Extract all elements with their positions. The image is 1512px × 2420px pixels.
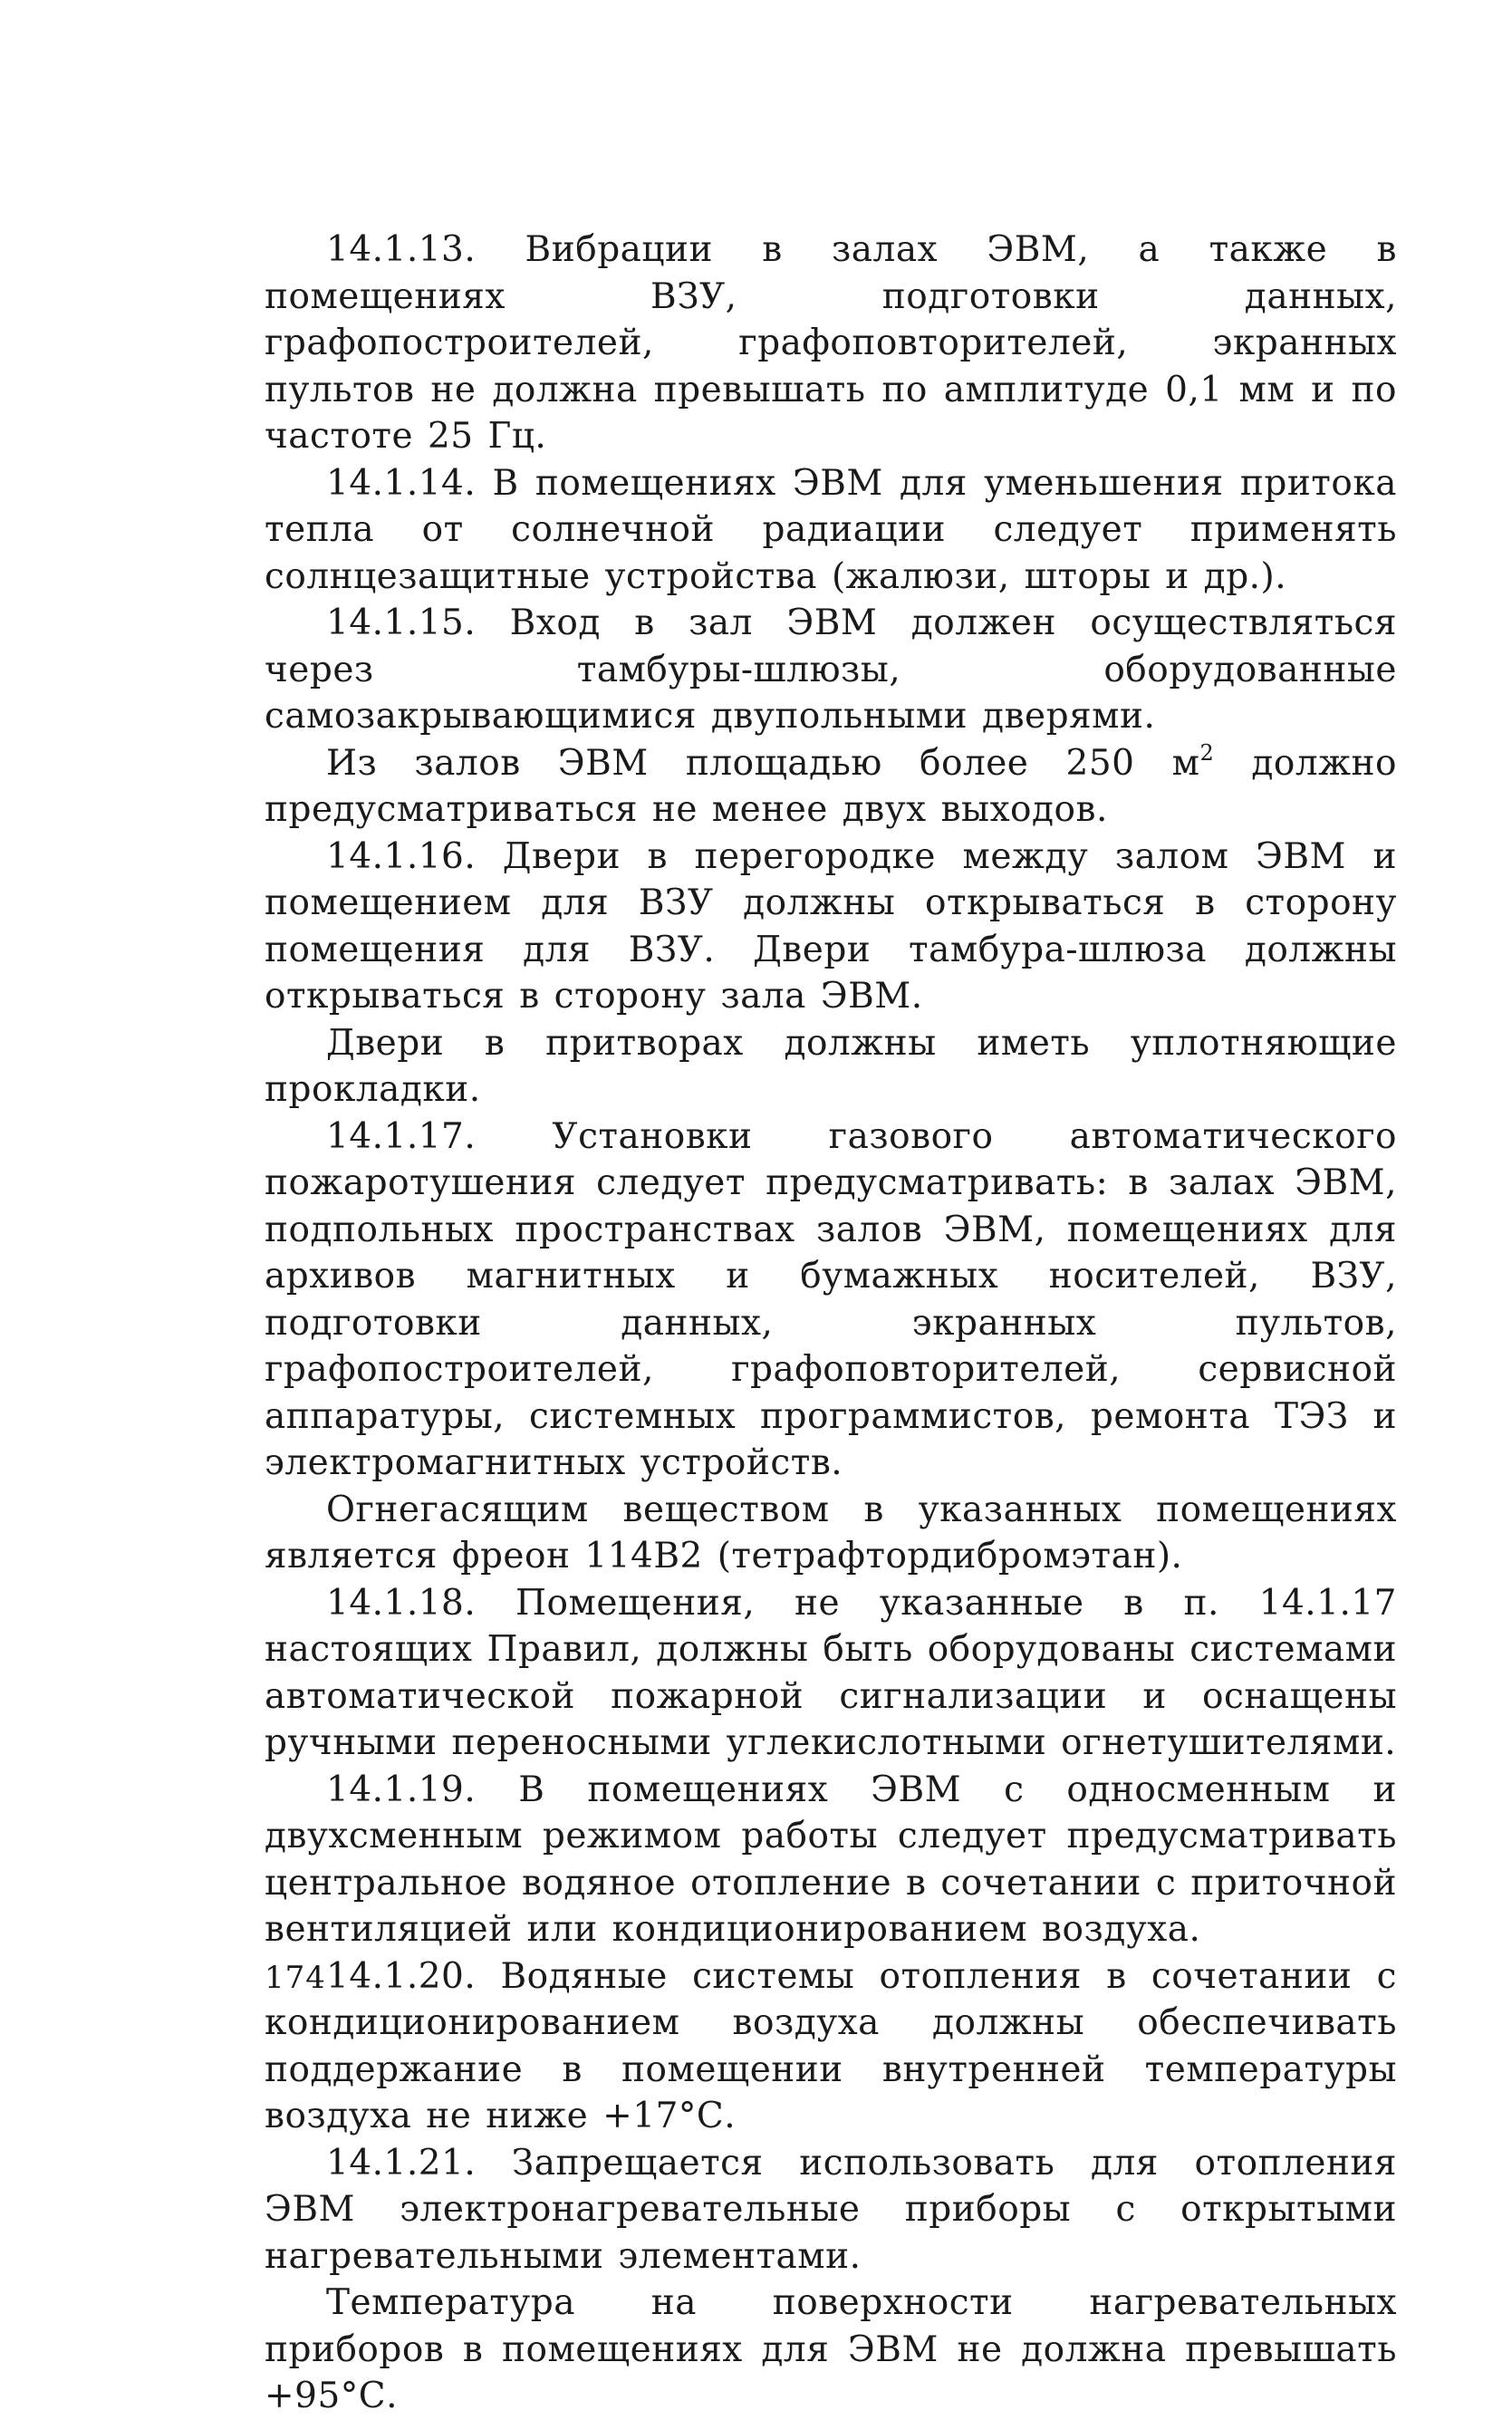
paragraph-14-1-15: 14.1.15. Вход в зал ЭВМ должен осуществляться через тамбуры-шлюзы, оборудованные самозакрывающимися двупольными дверями.: [265, 603, 1397, 737]
paragraph-heater-temperature: Температура на поверхности нагревательных приборов в помещениях для ЭВМ не должна превышать +95°С.: [265, 2282, 1397, 2416]
paragraph-14-1-19: 14.1.19. В помещениях ЭВМ с односменным и двухсменным режимом работы следует предусматривать центральное водяное отопление в сочетании с приточной вентиляцией или кондиционированием воздуха.: [265, 1769, 1397, 1950]
page-number: 174: [265, 1960, 326, 1996]
superscript-square: 2: [1199, 739, 1215, 766]
paragraph-14-1-20: 14.1.20. Водяные системы отопления в сочетании с кондиционированием воздуха должны обеспечивать поддержание в помещении внутренней температуры воздуха не ниже +17°С.: [265, 1955, 1397, 2136]
exits-text-end: должно предусматриваться не менее двух выходов.: [265, 742, 1397, 830]
paragraph-14-1-18: 14.1.18. Помещения, не указанные в п. 14.1.17 настоящих Правил, должны быть оборудованы системами автоматической пожарной сигнализации и оснащены ручными переносными углекислотными огнетушителями.: [265, 1582, 1397, 1763]
paragraph-14-1-16: 14.1.16. Двери в перегородке между залом ЭВМ и помещением для ВЗУ должны открываться в сторону помещения для ВЗУ. Двери тамбура-шлюза должны открываться в сторону зала ЭВМ.: [265, 835, 1397, 1017]
paragraph-14-1-14: 14.1.14. В помещениях ЭВМ для уменьшения притока тепла от солнечной радиации следует применять солнцезащитные устройства (жалюзи, шторы и др.).: [265, 462, 1397, 597]
paragraph-14-1-21: 14.1.21. Запрещается использовать для отопления ЭВМ электронагревательные приборы с открытыми нагревательными элементами.: [265, 2142, 1397, 2277]
paragraph-exits: [265, 740, 1397, 834]
paragraph-14-1-13: 14.1.13. Вибрации в залах ЭВМ, а также в помещениях ВЗУ, подготовки данных, графопостроителей, графоповторителей, экранных пультов не должна превышать по амплитуде 0,1 мм и по частоте 25 Гц.: [265, 229, 1397, 457]
paragraph-door-seals: Двери в притворах должны иметь уплотняющие прокладки.: [265, 1022, 1397, 1110]
paragraph-14-1-17: 14.1.17. Установки газового автоматического пожаротушения следует предусматривать: в залах ЭВМ, подпольных пространствах залов ЭВМ, помещениях для архивов магнитных и бумажных носителей, ВЗУ, подготовки данных, экранных пультов, графопостроителей, графоповторителей, сервисной аппаратуры, системных программистов, ремонта ТЭЗ и электромагнитных устройств.: [265, 1115, 1397, 1483]
document-body: [265, 227, 1397, 2420]
exits-text-start: Из залов ЭВМ площадью более 250 м: [326, 742, 1200, 784]
paragraph-extinguishing-agent: Огнегасящим веществом в указанных помещениях является фреон 114В2 (тетрафтордибромэтан).: [265, 1489, 1397, 1576]
